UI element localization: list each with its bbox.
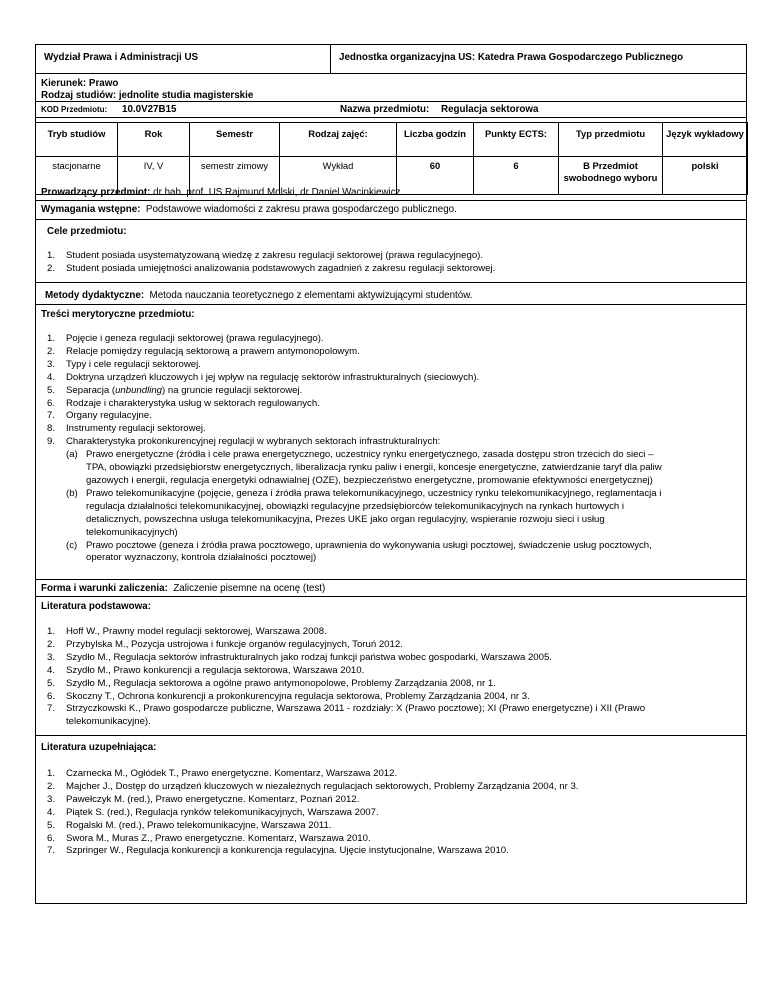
list-item: 9. Charakterystyka prokonkurencyjnej regulacji w wybranych sektorach infrastrukturalnych: (a) Prawo energetyczne (źródła i cele prawa energetycznego, uczestnicy rynku energetycznego, zasada dostępu stron trzecich do sieci – TPA, obowiązki przedsiębiorstw energetycznych, liberalizacja rynku paliw i energii, koncesje energetyczne, zatwierdzanie taryf dla paliw gazowych i energii, regulacja energetyki odnawialnej (OZE), bezpieczeństwo energetyczne, promowanie efektywności energetycznej) (b) Prawo telekomunikacyjne (pojęcie, geneza i źródła prawa telekomunikacyjnego, uczestnicy rynku telekomunikacyjnego, reglamentacja i regulacja działalności telekomunikacyjnej, obowiązki regulacyjne przedsiębiorców telekomunikacyjnych na rynkach hurtowych i detalicznych, powszechna usługa telekomunikacyjna, Prezes UKE jako organ regulacyjny, wspieranie rozwoju sieci i usług telekomunikacyjnych) (c) Prawo pocztowe (geneza i źródła prawa pocztowego, uprawnienia do wykonywania usługi pocztowej, świadczenie usług pocztowych, operator wyznaczony, kontrola działalności pocztowej) bbox=[47, 436, 747, 565]
header-language: Język wykładowy bbox=[663, 123, 748, 157]
header-class-type: Rodzaj zajęć: bbox=[280, 123, 397, 157]
divider bbox=[35, 579, 747, 580]
header-grid bbox=[35, 44, 747, 74]
course-name-value: Regulacja sektorowa bbox=[441, 104, 539, 115]
list-item: 2. Relacje pomiędzy regulacją sektorową a prawem antymonopolowym. bbox=[47, 345, 360, 357]
header-course-type: Typ przedmiotu bbox=[559, 123, 663, 157]
list-item: 6. Swora M., Muras Z., Prawo energetyczne. Komentarz, Warszawa 2010. bbox=[47, 832, 371, 844]
table-header-row bbox=[36, 123, 748, 157]
course-info-table bbox=[35, 122, 748, 195]
list-item: 3. Szydło M., Regulacja sektorów infrastrukturalnych jako rodzaj funkcji państwa wobec gospodarki, Warszawa 2005. bbox=[47, 651, 552, 663]
methods-label: Metody dydaktyczne: bbox=[45, 290, 145, 301]
divider bbox=[35, 596, 747, 597]
supplementary-literature-label: Literatura uzupełniająca: bbox=[41, 742, 157, 753]
supplementary-literature-list bbox=[47, 768, 747, 858]
faculty-cell: Wydział Prawa i Administracji US bbox=[36, 45, 331, 73]
list-item: 2. Student posiada umiejętności analizowania podstawowych zagadnień z zakresu regulacji sektorowej. bbox=[47, 262, 496, 274]
value-class-type: Wykład bbox=[280, 157, 397, 195]
value-year: IV, V bbox=[118, 157, 190, 195]
requirements-value: Podstawowe wiadomości z zakresu prawa gospodarczego publicznego. bbox=[145, 204, 457, 215]
lecturer-value: dr hab. prof. US Rajmund Molski, dr Daniel Wacinkiewicz bbox=[153, 187, 401, 198]
goals-label: Cele przedmiotu: bbox=[47, 226, 127, 237]
content-list bbox=[47, 333, 747, 565]
value-hours: 60 bbox=[397, 157, 474, 195]
lecturer-label: Prowadzący przedmiot: bbox=[41, 187, 151, 198]
value-language: polski bbox=[663, 157, 748, 195]
list-item: 5. Szydło M., Regulacja sektorowa a ogólne prawo antymonopolowe, Problemy Zarządzania 2008, nr 1. bbox=[47, 677, 496, 689]
divider bbox=[35, 735, 747, 736]
content-sublist bbox=[66, 449, 747, 565]
list-item: 6. Skoczny T., Ochrona konkurencji a prokonkurencyjna regulacja sektorowa, Problemy Zarządzania 2004, nr 3. bbox=[47, 690, 530, 702]
list-item: 5. Rogalski M. (red.), Prawo telekomunikacyjne, Warszawa 2011. bbox=[47, 819, 332, 831]
list-item: 4. Doktryna urządzeń kluczowych i jej wpływ na regulację sektorów infrastrukturalnych (sieciowych). bbox=[47, 371, 480, 383]
divider bbox=[35, 304, 747, 305]
list-item: 2. Przybylska M., Pozycja ustrojowa i funkcje organów regulacyjnych, Toruń 2012. bbox=[47, 638, 403, 650]
list-item: 3. Pawełczyk M. (red.), Prawo energetyczne. Komentarz, Poznań 2012. bbox=[47, 793, 360, 805]
content-label: Treści merytoryczne przedmiotu: bbox=[41, 309, 195, 320]
methods-value: Metoda nauczania teoretycznego z elementami aktywizującymi studentów. bbox=[149, 290, 473, 301]
list-item: 6. Rodzaje i charakterystyka usług w sektorach regulowanych. bbox=[47, 397, 320, 409]
divider bbox=[35, 101, 747, 102]
value-study-mode: stacjonarne bbox=[36, 157, 118, 195]
header-hours: Liczba godzin bbox=[397, 123, 474, 157]
list-item: 5. Separacja (unbundling) na gruncie regulacji sektorowej. bbox=[47, 384, 303, 396]
list-item: 2. Majcher J., Dostęp do urządzeń kluczowych w niezależnych regulacjach sektorowych, Problemy Zarządzania 2004, nr 3. bbox=[47, 780, 579, 792]
list-item: 1. Student posiada usystematyzowaną wiedzę z zakresu regulacji sektorowej (prawa regulacyjnego). bbox=[47, 250, 484, 261]
divider bbox=[35, 117, 747, 118]
value-course-type: B Przedmiot swobodnego wyboru bbox=[559, 157, 663, 195]
list-item: (a) Prawo energetyczne (źródła i cele prawa energetycznego, uczestnicy rynku energetycznego, zasada dostępu stron trzecich do sieci – TPA, obowiązki przedsiębiorstw energetycznych, liberalizacja rynku paliw i energii, koncesje energetyczne, zatwierdzanie taryf dla paliw gazowych i energii, regulacja energetyki odnawialnej (OZE), bezpieczeństwo energetyczne, promowanie efektywności energetycznej) bbox=[66, 449, 662, 486]
list-item: 7. Szpringer W., Regulacja konkurencji a konkurencja regulacyjna. Ujęcie instytucjonalne, Warszawa 2010. bbox=[47, 845, 509, 857]
list-item: 1. Hoff W., Prawny model regulacji sektorowej, Warszawa 2008. bbox=[47, 626, 327, 637]
header-study-mode: Tryb studiów bbox=[36, 123, 118, 157]
unit-cell: Jednostka organizacyjna US: Katedra Prawa Gospodarczego Publicznego bbox=[339, 52, 684, 63]
assessment-row bbox=[41, 583, 325, 594]
header-semester: Semestr bbox=[190, 123, 280, 157]
course-code-value: 10.0V27B15 bbox=[122, 104, 177, 115]
header-year: Rok bbox=[118, 123, 190, 157]
list-item: 1. Pojęcie i geneza regulacji sektorowej (prawa regulacyjnego). bbox=[47, 333, 324, 344]
list-item: 4. Piątek S. (red.), Regulacja rynków telekomunikacyjnych, Warszawa 2007. bbox=[47, 806, 379, 818]
list-item: (c) Prawo pocztowe (geneza i źródła prawa pocztowego, uprawnienia do wykonywania usługi pocztowej, świadczenie usług pocztowych, operator wyznaczony, kontrola działalności pocztowej) bbox=[66, 539, 652, 564]
course-name-label: Nazwa przedmiotu: bbox=[340, 104, 430, 115]
list-item: 8. Instrumenty regulacji sektorowej. bbox=[47, 423, 206, 435]
divider bbox=[35, 200, 747, 201]
field-of-study: Kierunek: Prawo bbox=[41, 78, 119, 89]
goals-list bbox=[47, 250, 747, 276]
list-item: 7. Organy regulacyjne. bbox=[47, 410, 152, 422]
basic-literature-list bbox=[47, 626, 747, 729]
course-code-label: KOD Przedmiotu: bbox=[41, 105, 108, 114]
header-ects: Punkty ECTS: bbox=[474, 123, 559, 157]
list-item: 7. Strzyczkowski K., Prawo gospodarcze publiczne, Warszawa 2011 - rozdziały: X (Prawo pocztowe); XI (Prawo energetyczne) i XII (Prawo telekomunikacyjne). bbox=[47, 703, 646, 728]
requirements-row bbox=[41, 204, 457, 215]
lecturer-row bbox=[41, 187, 401, 198]
study-type: Rodzaj studiów: jednolite studia magisterskie bbox=[41, 90, 254, 101]
list-item: (b) Prawo telekomunikacyjne (pojęcie, geneza i źródła prawa telekomunikacyjnego, uczestnicy rynku telekomunikacyjnego, reglamentacja i regulacja działalności telekomunikacyjnej, obowiązki regulacyjne przedsiębiorców telekomunikacyjnych na rynkach hurtowych i detalicznych, powszechna usługa telekomunikacyjna, Prezes UKE jako organ regulacyjny, wspieranie rozwoju sieci i usług telekomunikacyjnych) bbox=[66, 487, 662, 538]
methods-row bbox=[45, 290, 472, 301]
list-item: 4. Szydło M., Prawo konkurencji a regulacja sektorowa, Warszawa 2010. bbox=[47, 664, 365, 676]
assessment-value: Zaliczenie pisemne na ocenę (test) bbox=[173, 583, 326, 594]
divider bbox=[35, 282, 747, 283]
basic-literature-label: Literatura podstawowa: bbox=[41, 601, 151, 612]
assessment-label: Forma i warunki zaliczenia: bbox=[41, 583, 168, 594]
list-item: 1. Czarnecka M., Ogłódek T., Prawo energetyczne. Komentarz, Warszawa 2012. bbox=[47, 768, 398, 779]
requirements-label: Wymagania wstępne: bbox=[41, 204, 141, 215]
list-item: 3. Typy i cele regulacji sektorowej. bbox=[47, 358, 201, 370]
value-semester: semestr zimowy bbox=[190, 157, 280, 195]
divider bbox=[35, 219, 747, 220]
value-ects: 6 bbox=[474, 157, 559, 195]
